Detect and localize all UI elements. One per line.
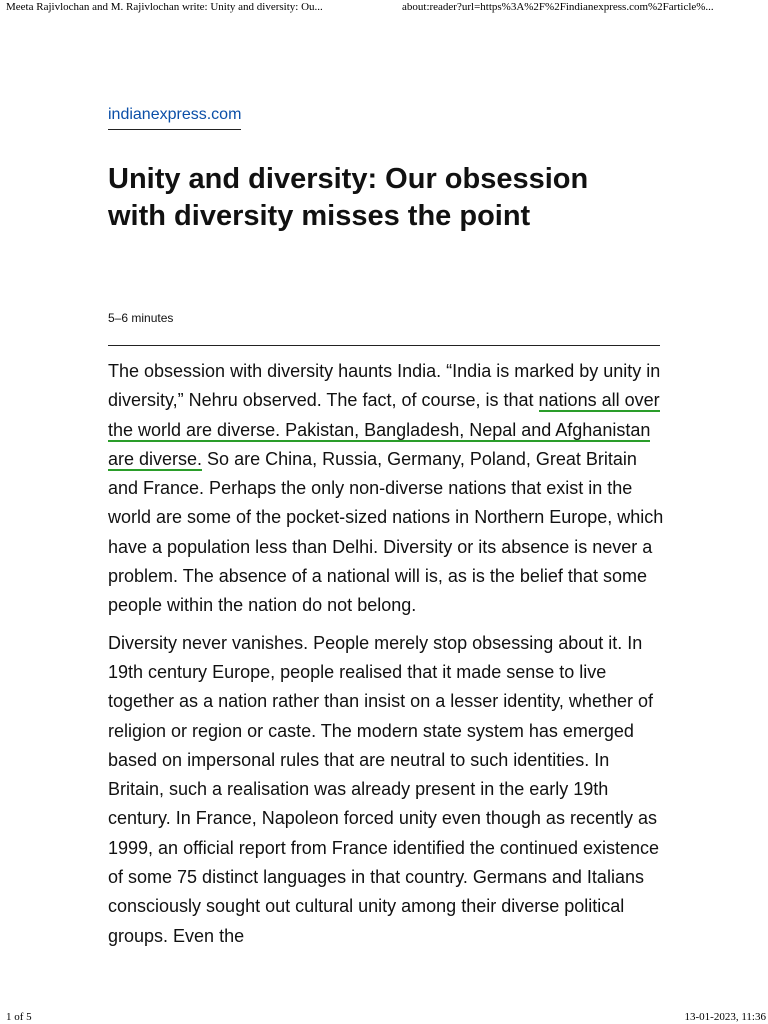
article-title: Unity and diversity: Our obsession with diversity misses the point: [108, 163, 589, 232]
paragraph-text: So are China, Russia, Germany, Poland, Great Britain and France. Perhaps the only non-diverse nations that exist in the world are some of the pocket-sized nations in Northern Europe, which have a population less than Delhi. Diversity or its absence is never a problem. The absence of a national will is, as is the belief that some people within the nation do not belong.: [108, 448, 664, 616]
print-header-url: about:reader?url=https%3A%2F%2Findianexpress.com%2Farticle%...: [402, 1, 714, 13]
print-header: [0, 0, 768, 16]
print-datetime: 13-01-2023, 11:36: [684, 1011, 766, 1023]
page-number: 1 of 5: [6, 1011, 32, 1023]
article-content: [108, 357, 664, 951]
paragraph-text: The obsession with diversity haunts India. “India is marked by unity in diversity,” Nehru observed. The fact, of course, is that: [108, 361, 661, 411]
article-paragraph: [108, 357, 664, 621]
highlighted-text: nations all over the world are diverse. Pakistan, Bangladesh, Nepal and Afghanistan are diverse.: [108, 390, 660, 469]
print-footer: [0, 1008, 768, 1024]
print-header-title: Meeta Rajivlochan and M. Rajivlochan write: Unity and diversity: Ou...: [6, 1, 323, 13]
reading-time: 5–6 minutes: [108, 311, 174, 325]
article-paragraph: Diversity never vanishes. People merely stop obsessing about it. In 19th century Europe, people realised that it made sense to live together as a nation rather than insist on a lesser identity, whether of religion or region or caste. The modern state system has emerged based on impersonal rules that are neutral to such identities. In Britain, such a realisation was already present in the early 19th century. In France, Napoleon forced unity even though as recently as 1999, an official report from France identified the continued existence of some 75 distinct languages in that country. Germans and Italians consciously sought out cultural unity among their diverse political groups. Even the: [108, 632, 659, 946]
reader-view: [108, 104, 664, 959]
header-divider: [108, 345, 660, 346]
source-domain-link[interactable]: indianexpress.com: [108, 104, 241, 130]
